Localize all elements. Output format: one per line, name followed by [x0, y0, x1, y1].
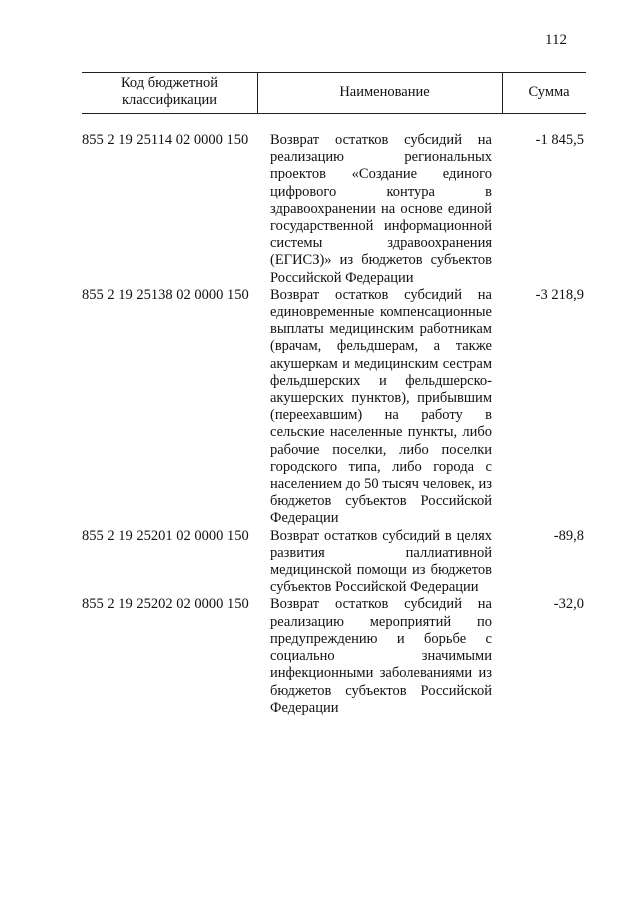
item-sum: -89,8: [553, 527, 584, 544]
header-name: Наименование: [339, 84, 430, 100]
item-sum: -3 218,9: [535, 286, 584, 303]
item-sum: -1 845,5: [535, 132, 584, 148]
header-divider: [502, 73, 503, 113]
table-row: [82, 287, 586, 528]
header-code-line1: Код бюджетной: [120, 75, 218, 91]
table-header: [82, 72, 586, 114]
budget-code: 855 2 19 25202 02 0000 150: [82, 596, 249, 613]
header-divider: [257, 73, 258, 113]
budget-code: 855 2 19 25138 02 0000 150: [82, 286, 249, 303]
item-name: Возврат остатков субсидий на реализацию региональных проектов «Создание единого цифрового контура в здравоохранении на основе единой государственной информационной системы здравоохранения (ЕГИСЗ)» из бюджетов субъектов Российской Федерации: [270, 132, 492, 286]
header-code: [82, 75, 257, 109]
table-row: [82, 596, 586, 716]
table-row: [82, 132, 586, 287]
budget-code: 855 2 19 25201 02 0000 150: [82, 527, 249, 544]
page-number: 112: [545, 32, 567, 48]
item-name: Возврат остатков субсидий на единовременные компенсационные выплаты медицинским работникам (врачам, фельдшерам, а также акушеркам и медицинским сестрам фельдшерских и фельдшерско-акушерских пунктов), прибывшим (переехавшим) на работу в сельские населенные пункты, либо рабочие поселки, либо поселки городского типа, либо города с населением до 50 тысяч человек, из бюджетов субъектов Российской Федерации: [270, 286, 492, 527]
item-sum: -32,0: [553, 596, 584, 613]
table-body: [82, 132, 586, 717]
item-name: Возврат остатков субсидий на реализацию мероприятий по предупреждению и борьбе с социально значимыми инфекционными заболеваниями из бюджетов субъектов Российской Федерации: [270, 596, 492, 716]
item-name: Возврат остатков субсидий в целях развития паллиативной медицинской помощи из бюджетов субъектов Российской Федерации: [270, 527, 492, 596]
header-sum: Сумма: [528, 84, 570, 100]
header-code-line2: классификации: [121, 92, 218, 108]
table-row: [82, 528, 586, 597]
budget-code: 855 2 19 25114 02 0000 150: [82, 132, 249, 148]
